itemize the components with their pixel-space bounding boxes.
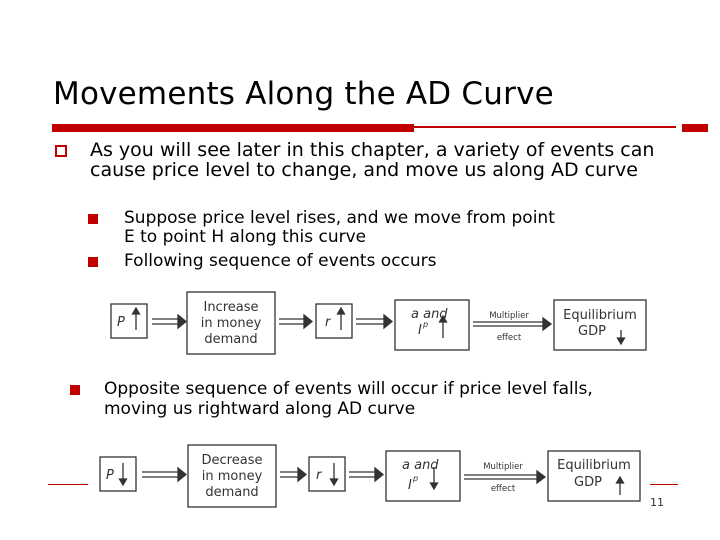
investment-superscript: p bbox=[423, 320, 429, 329]
effect-label: effect bbox=[496, 333, 522, 343]
equilibrium-label: Equilibrium bbox=[563, 308, 637, 323]
slide-title: Movements Along the AD Curve bbox=[53, 76, 554, 112]
footer-rule-right bbox=[650, 484, 678, 485]
filled-square-bullet-icon bbox=[88, 214, 98, 224]
consumption-label: a and bbox=[402, 458, 439, 473]
money-demand-line-2: in money bbox=[200, 316, 262, 331]
hollow-square-bullet-icon bbox=[55, 145, 67, 157]
title-underline-thin bbox=[414, 126, 676, 128]
consumption-label: a and bbox=[411, 307, 448, 322]
main-bullet-text: As you will see later in this chapter, a variety of events can cause price level to change, and move us along AD curve bbox=[90, 139, 655, 181]
interest-rate-label: r bbox=[316, 468, 322, 483]
sub-bullet-1-line-1: Suppose price level rises, and we move from point bbox=[124, 208, 555, 228]
sub-bullet-2-text: Following sequence of events occurs bbox=[124, 251, 437, 271]
title-underline-thick bbox=[52, 124, 414, 132]
multiplier-label: Multiplier bbox=[489, 311, 529, 321]
price-level-label: P bbox=[106, 468, 114, 483]
money-demand-line-1: Increase bbox=[203, 300, 259, 315]
money-demand-line-1: Decrease bbox=[201, 453, 263, 468]
price-level-label: P bbox=[117, 315, 125, 330]
filled-square-bullet-icon bbox=[70, 385, 80, 395]
effect-label: effect bbox=[490, 484, 516, 494]
page-number: 11 bbox=[650, 496, 664, 509]
money-demand-line-3: demand bbox=[204, 332, 258, 347]
investment-label: I bbox=[418, 323, 422, 338]
gdp-label: GDP bbox=[578, 324, 606, 339]
sequence-diagram-rise bbox=[100, 278, 656, 364]
footer-rule-left bbox=[48, 484, 88, 485]
interest-rate-label: r bbox=[325, 315, 331, 330]
equilibrium-label: Equilibrium bbox=[557, 458, 631, 473]
gdp-label: GDP bbox=[574, 475, 602, 490]
sub-bullet-3-line-2: moving us rightward along AD curve bbox=[104, 399, 416, 419]
investment-superscript: p bbox=[413, 474, 419, 483]
filled-square-bullet-icon bbox=[88, 257, 98, 267]
money-demand-line-3: demand bbox=[205, 485, 259, 500]
sequence-diagram-fall bbox=[90, 431, 648, 517]
title-underline-tail bbox=[682, 124, 708, 132]
sub-bullet-3-line-1: Opposite sequence of events will occur if price level falls, bbox=[104, 379, 593, 399]
sub-bullet-1-line-2: E to point H along this curve bbox=[124, 227, 367, 247]
money-demand-line-2: in money bbox=[201, 469, 263, 484]
investment-label: I bbox=[408, 478, 412, 493]
multiplier-label: Multiplier bbox=[483, 462, 523, 472]
